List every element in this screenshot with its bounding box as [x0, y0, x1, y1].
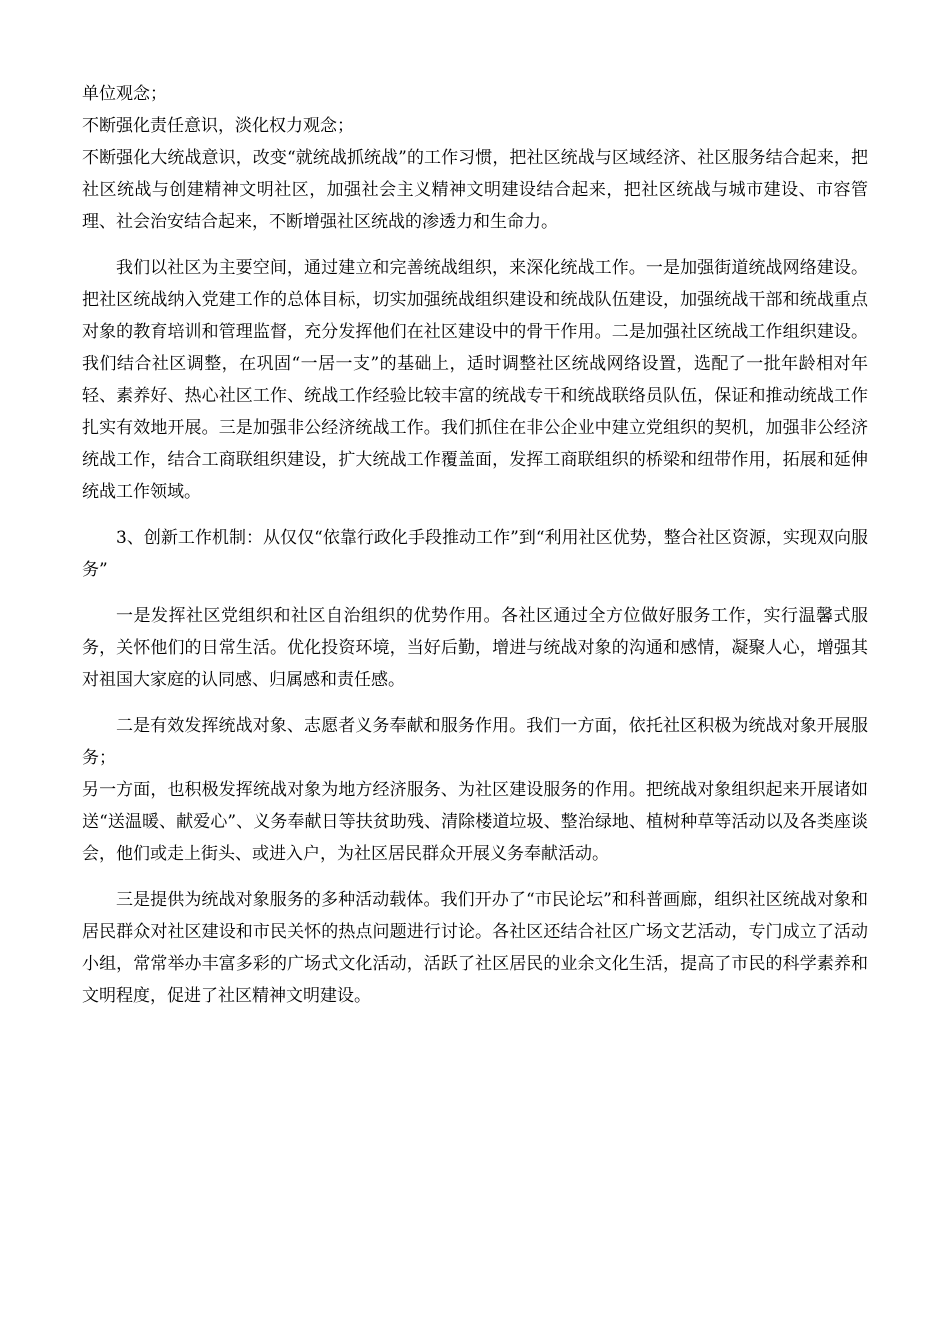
paragraph-activity-carrier: 三是提供为统战对象服务的多种活动载体。我们开办了“市民论坛”和科普画廊，组织社区统战对象和居民群众对社区建设和市民关怀的热点问题进行讨论。各社区还结合社区广场文艺活动，专门成立了活动小组，常常举办丰富多彩的广场式文化活动，活跃了社区居民的业余文化生活，提高了市民的科学素养和文明程度，促进了社区精神文明建设。	[82, 890, 868, 1006]
section-heading-mechanism: 3、创新工作机制：从仅仅“依靠行政化手段推动工作”到“利用社区优势，整合社区资源，实现双向服务”	[82, 528, 868, 580]
opening-lines	[82, 78, 868, 238]
document-page	[82, 78, 868, 1012]
text-line-1: 单位观念；	[82, 84, 167, 104]
paragraph-advantage: 一是发挥社区党组织和社区自治组织的优势作用。各社区通过全方位做好服务工作，实行温馨式服务，关怀他们的日常生活。优化投资环境，当好后勤，增进与统战对象的沟通和感情，凝聚人心，增强其对祖国大家庭的认同感、归属感和责任感。	[82, 606, 868, 690]
paragraph-volunteer-part-1: 二是有效发挥统战对象、志愿者义务奉献和服务作用。我们一方面，依托社区积极为统战对象开展服务；	[82, 716, 868, 768]
text-line-3: 不断强化大统战意识，改变“就统战抓统战”的工作习惯，把社区统战与区域经济、社区服务结合起来，把社区统战与创建精神文明社区，加强社会主义精神文明建设结合起来，把社区统战与城市建设、市容管理、社会治安结合起来，不断增强社区统战的渗透力和生命力。	[82, 148, 868, 232]
paragraph-organization: 我们以社区为主要空间，通过建立和完善统战组织，来深化统战工作。一是加强街道统战网络建设。把社区统战纳入党建工作的总体目标，切实加强统战组织建设和统战队伍建设，加强统战干部和统战重点对象的教育培训和管理监督，充分发挥他们在社区建设中的骨干作用。二是加强社区统战工作组织建设。我们结合社区调整，在巩固“一居一支”的基础上，适时调整社区统战网络设置，选配了一批年龄相对年轻、素养好、热心社区工作、统战工作经验比较丰富的统战专干和统战联络员队伍，保证和推动统战工作扎实有效地开展。三是加强非公经济统战工作。我们抓住在非公企业中建立党组织的契机，加强非公经济统战工作，结合工商联组织建设，扩大统战工作覆盖面，发挥工商联组织的桥梁和纽带作用，拓展和延伸统战工作领域。	[82, 258, 868, 502]
paragraph-volunteer-part-2: 另一方面，也积极发挥统战对象为地方经济服务、为社区建设服务的作用。把统战对象组织起来开展诸如送“送温暖、献爱心”、义务奉献日等扶贫助残、清除楼道垃圾、整治绿地、植树种草等活动以及各类座谈会，他们或走上街头、或进入户，为社区居民群众开展义务奉献活动。	[82, 780, 868, 864]
paragraph-volunteer-group	[82, 710, 868, 870]
text-line-2: 不断强化责任意识，淡化权力观念；	[82, 116, 354, 136]
